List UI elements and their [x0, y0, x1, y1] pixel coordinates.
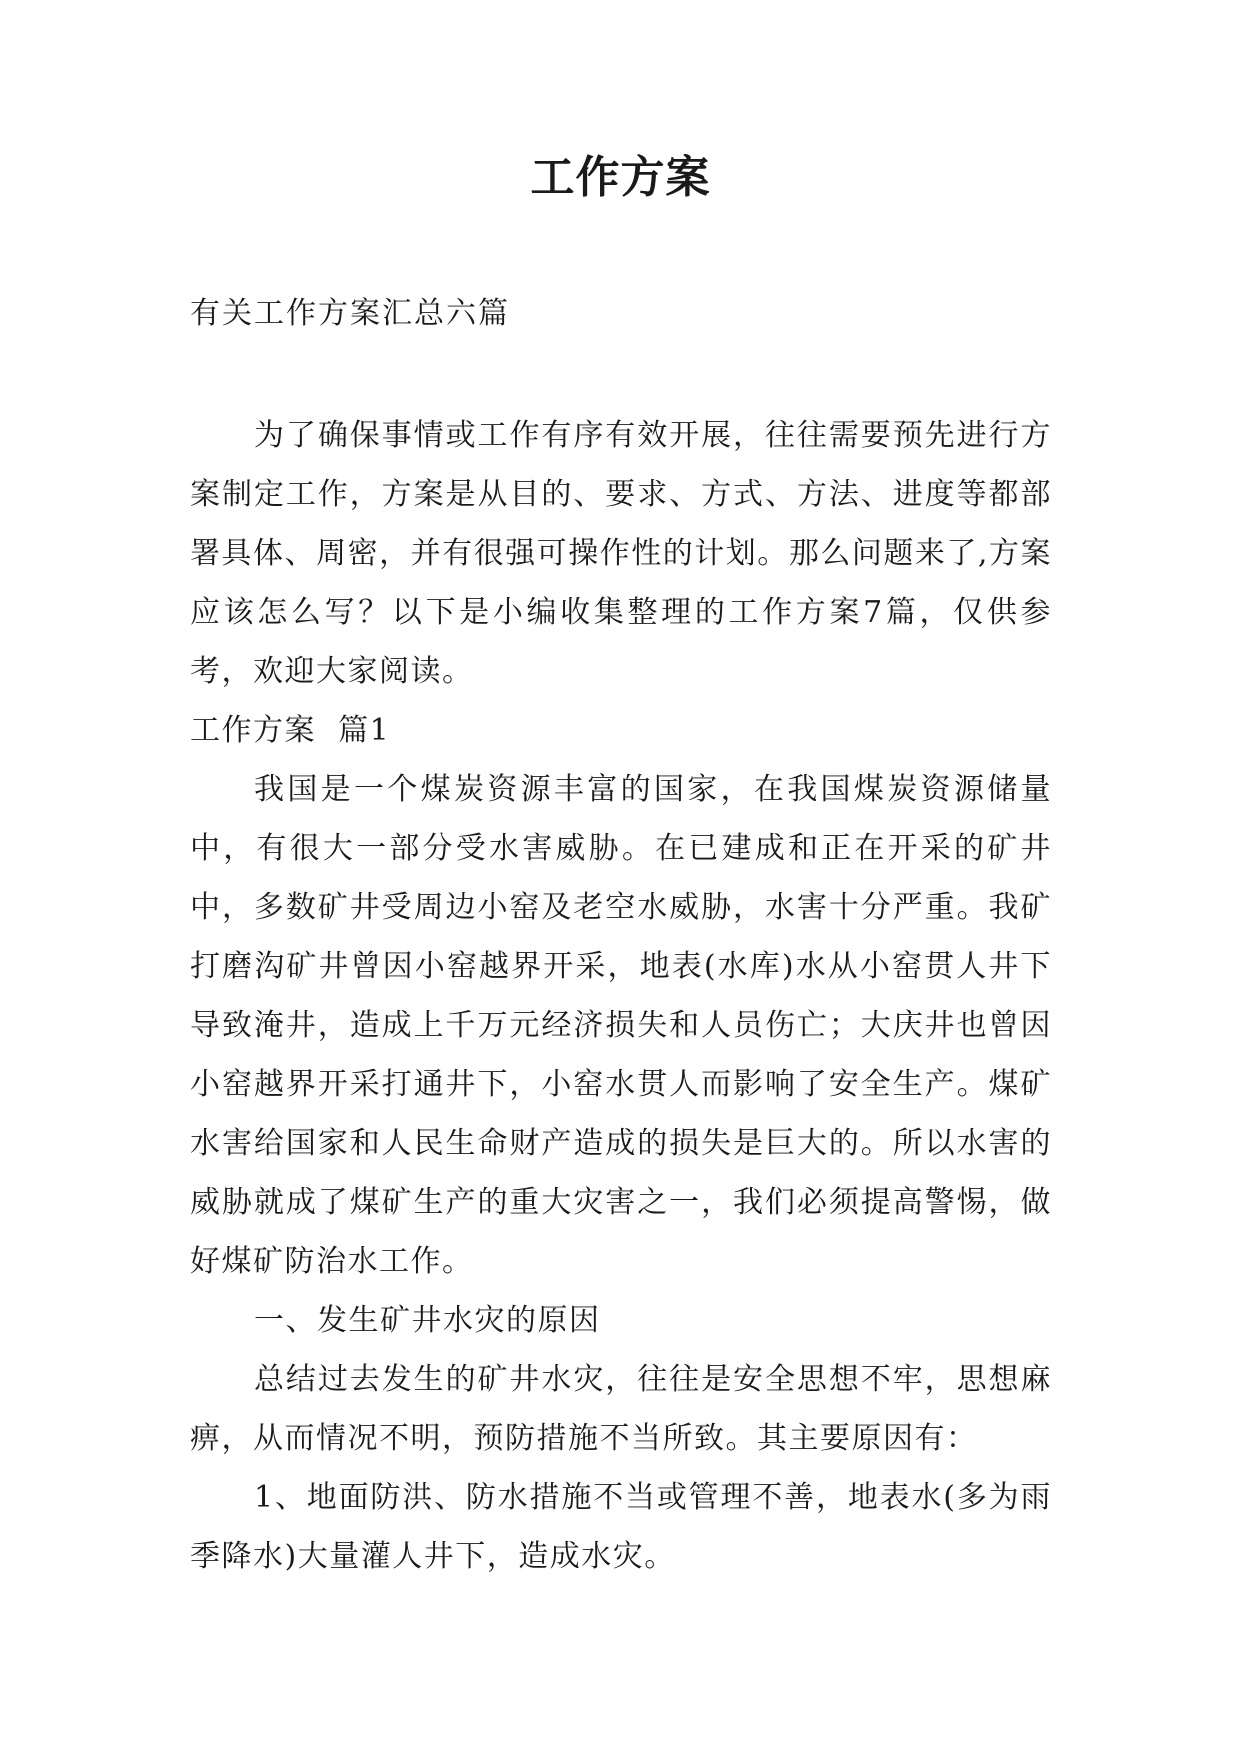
document-title: 工作方案 [530, 152, 711, 203]
section-heading-causes: 一、发生矿井水灾的原因 [254, 1303, 601, 1338]
document-body [190, 406, 1052, 1586]
body-paragraph: 我国是一个煤炭资源丰富的国家，在我国煤炭资源储量中，有很大一部分受水害威胁。在已建成和正在开采的矿井中，多数矿井受周边小窑及老空水威胁，水害十分严重。我矿打磨沟矿井曾因小窑越界开采，地表(水库)水从小窑贯人井下导致淹井，造成上千万元经济损失和人员伤亡；大庆井也曾因小窑越界开采打通井下，小窑水贯人而影响了安全生产。煤矿水害给国家和人民生命财产造成的损失是巨大的。所以水害的威胁就成了煤矿生产的重大灾害之一，我们必须提高警惕，做好煤矿防治水工作。 [190, 772, 1052, 1279]
list-item: 1、地面防洪、防水措施不当或管理不善，地表水(多为雨季降水)大量灌人井下，造成水灾。 [190, 1480, 1052, 1574]
document-subtitle: 有关工作方案汇总六篇 [190, 296, 510, 331]
section-heading-part-1: 工作方案 篇1 [190, 713, 391, 748]
body-paragraph: 总结过去发生的矿井水灾，往往是安全思想不牢，思想麻痹，从而情况不明，预防措施不当所致。其主要原因有： [190, 1362, 1052, 1456]
intro-paragraph: 为了确保事情或工作有序有效开展，往往需要预先进行方案制定工作，方案是从目的、要求、方式、方法、进度等都部署具体、周密，并有很强可操作性的计划。那么问题来了,方案应该怎么写？以下是小编收集整理的工作方案7篇，仅供参考，欢迎大家阅读。 [190, 418, 1052, 689]
